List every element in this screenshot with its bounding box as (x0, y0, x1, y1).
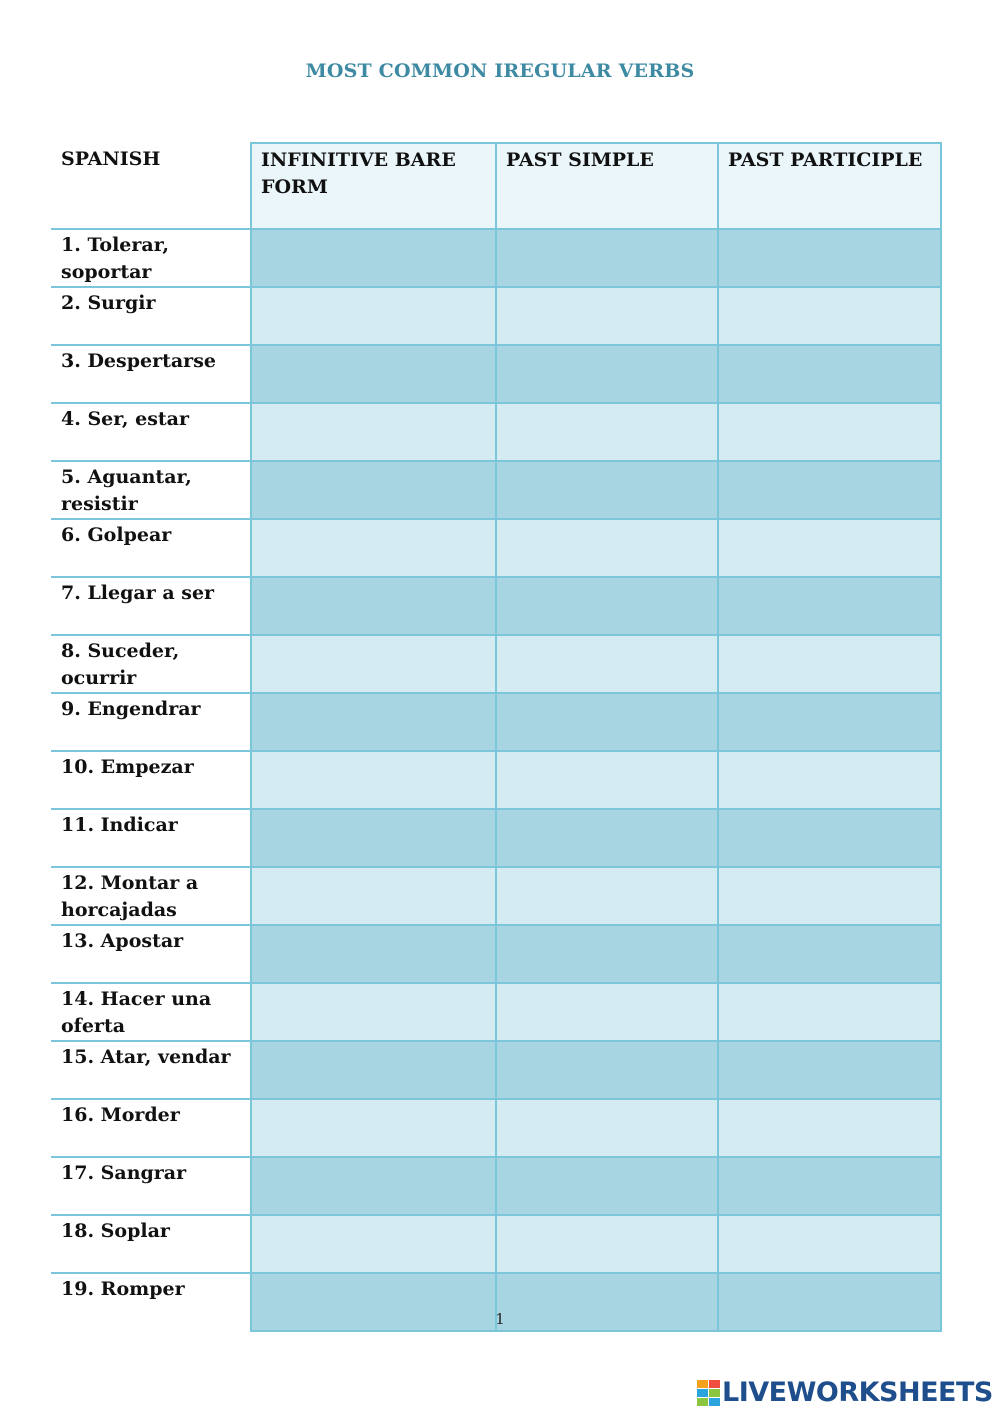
past-simple-answer-cell[interactable] (496, 1099, 718, 1157)
infinitive-answer-cell[interactable] (251, 519, 496, 577)
infinitive-answer-cell[interactable] (251, 983, 496, 1041)
spanish-verb-label: 14. Hacer una oferta (61, 988, 212, 1037)
spanish-verb-cell (51, 693, 251, 751)
infinitive-answer-cell[interactable] (251, 287, 496, 345)
spanish-verb-label: 13. Apostar (61, 930, 184, 952)
spanish-verb-cell (51, 403, 251, 461)
infinitive-answer-cell[interactable] (251, 635, 496, 693)
spanish-verb-label: 16. Morder (61, 1104, 180, 1126)
spanish-verb-label: 3. Despertarse (61, 350, 216, 372)
table-header-row (51, 143, 941, 229)
infinitive-answer-cell[interactable] (251, 229, 496, 287)
past-simple-answer-cell[interactable] (496, 345, 718, 403)
spanish-verb-label: 1. Tolerar, soportar (61, 234, 169, 283)
spanish-verb-cell (51, 751, 251, 809)
past-participle-answer-cell[interactable] (718, 287, 941, 345)
spanish-verb-cell (51, 229, 251, 287)
spanish-verb-cell (51, 809, 251, 867)
spanish-verb-cell (51, 1215, 251, 1273)
past-participle-answer-cell[interactable] (718, 867, 941, 925)
infinitive-answer-cell[interactable] (251, 1157, 496, 1215)
table-row (51, 635, 941, 693)
spanish-verb-label: 18. Soplar (61, 1220, 170, 1242)
infinitive-answer-cell[interactable] (251, 345, 496, 403)
spanish-verb-label: 2. Surgir (61, 292, 156, 314)
liveworksheets-logo-icon (697, 1380, 721, 1406)
past-simple-answer-cell[interactable] (496, 287, 718, 345)
spanish-verb-label: 12. Montar a horcajadas (61, 872, 199, 921)
past-participle-answer-cell[interactable] (718, 345, 941, 403)
past-simple-answer-cell[interactable] (496, 461, 718, 519)
past-simple-answer-cell[interactable] (496, 635, 718, 693)
table-row (51, 925, 941, 983)
past-simple-answer-cell[interactable] (496, 403, 718, 461)
header-past-simple: PAST SIMPLE (496, 143, 718, 229)
past-participle-answer-cell[interactable] (718, 403, 941, 461)
infinitive-answer-cell[interactable] (251, 1041, 496, 1099)
spanish-verb-label: 4. Ser, estar (61, 408, 189, 430)
past-simple-answer-cell[interactable] (496, 693, 718, 751)
infinitive-answer-cell[interactable] (251, 1099, 496, 1157)
past-participle-answer-cell[interactable] (718, 1099, 941, 1157)
table-row (51, 867, 941, 925)
infinitive-answer-cell[interactable] (251, 577, 496, 635)
past-simple-answer-cell[interactable] (496, 1041, 718, 1099)
spanish-verb-cell (51, 867, 251, 925)
table-row (51, 1157, 941, 1215)
table-row (51, 751, 941, 809)
past-simple-answer-cell[interactable] (496, 577, 718, 635)
table-row (51, 1215, 941, 1273)
table-row (51, 983, 941, 1041)
brand-name: LIVEWORKSHEETS (722, 1377, 993, 1408)
header-spanish: SPANISH (61, 148, 161, 170)
spanish-verb-label: 10. Empezar (61, 756, 194, 778)
spanish-verb-label: 6. Golpear (61, 524, 172, 546)
liveworksheets-brand[interactable] (697, 1378, 993, 1408)
spanish-verb-cell (51, 1157, 251, 1215)
table-row (51, 809, 941, 867)
table-row (51, 229, 941, 287)
spanish-verb-label: 7. Llegar a ser (61, 582, 215, 604)
spanish-verb-label: 11. Indicar (61, 814, 178, 836)
table-row (51, 1041, 941, 1099)
verbs-table (51, 142, 942, 1332)
spanish-verb-cell (51, 577, 251, 635)
past-participle-answer-cell[interactable] (718, 229, 941, 287)
spanish-verb-label: 17. Sangrar (61, 1162, 187, 1184)
spanish-verb-cell (51, 461, 251, 519)
past-participle-answer-cell[interactable] (718, 925, 941, 983)
past-simple-answer-cell[interactable] (496, 751, 718, 809)
spanish-verb-cell (51, 925, 251, 983)
infinitive-answer-cell[interactable] (251, 403, 496, 461)
verb-rows (51, 229, 941, 1331)
page-number: 1 (495, 1310, 505, 1328)
spanish-verb-label: 19. Romper (61, 1278, 185, 1300)
infinitive-answer-cell[interactable] (251, 809, 496, 867)
table-row (51, 1099, 941, 1157)
spanish-verb-label: 9. Engendrar (61, 698, 201, 720)
infinitive-answer-cell[interactable] (251, 1215, 496, 1273)
table-row (51, 577, 941, 635)
header-past-participle: PAST PARTICIPLE (718, 143, 941, 229)
past-participle-answer-cell[interactable] (718, 693, 941, 751)
table-row (51, 693, 941, 751)
table-row (51, 519, 941, 577)
past-participle-answer-cell[interactable] (718, 1157, 941, 1215)
infinitive-answer-cell[interactable] (251, 867, 496, 925)
spanish-verb-label: 8. Suceder, ocurrir (61, 640, 180, 689)
spanish-verb-cell (51, 345, 251, 403)
past-participle-answer-cell[interactable] (718, 519, 941, 577)
table-row (51, 345, 941, 403)
past-simple-answer-cell[interactable] (496, 809, 718, 867)
spanish-verb-cell (51, 1099, 251, 1157)
past-simple-answer-cell[interactable] (496, 867, 718, 925)
past-participle-answer-cell[interactable] (718, 1041, 941, 1099)
spanish-verb-cell (51, 1041, 251, 1099)
spanish-verb-label: 15. Atar, vendar (61, 1046, 231, 1068)
header-infinitive: INFINITIVE BARE FORM (251, 143, 496, 229)
past-participle-answer-cell[interactable] (718, 461, 941, 519)
past-participle-answer-cell[interactable] (718, 577, 941, 635)
spanish-verb-cell (51, 635, 251, 693)
table-row (51, 403, 941, 461)
infinitive-answer-cell[interactable] (251, 925, 496, 983)
past-simple-answer-cell[interactable] (496, 1157, 718, 1215)
table-row (51, 461, 941, 519)
past-participle-answer-cell[interactable] (718, 751, 941, 809)
past-simple-answer-cell[interactable] (496, 1215, 718, 1273)
past-participle-answer-cell[interactable] (718, 809, 941, 867)
infinitive-answer-cell[interactable] (251, 751, 496, 809)
spanish-verb-cell (51, 519, 251, 577)
infinitive-answer-cell[interactable] (251, 461, 496, 519)
table-row (51, 287, 941, 345)
infinitive-answer-cell[interactable] (251, 693, 496, 751)
spanish-verb-cell (51, 287, 251, 345)
past-participle-answer-cell[interactable] (718, 983, 941, 1041)
past-simple-answer-cell[interactable] (496, 925, 718, 983)
past-simple-answer-cell[interactable] (496, 983, 718, 1041)
past-participle-answer-cell[interactable] (718, 1215, 941, 1273)
past-simple-answer-cell[interactable] (496, 229, 718, 287)
spanish-verb-label: 5. Aguantar, resistir (61, 466, 192, 515)
past-simple-answer-cell[interactable] (496, 519, 718, 577)
worksheet-title: MOST COMMON IREGULAR VERBS (305, 60, 695, 82)
spanish-verb-cell (51, 983, 251, 1041)
past-participle-answer-cell[interactable] (718, 635, 941, 693)
